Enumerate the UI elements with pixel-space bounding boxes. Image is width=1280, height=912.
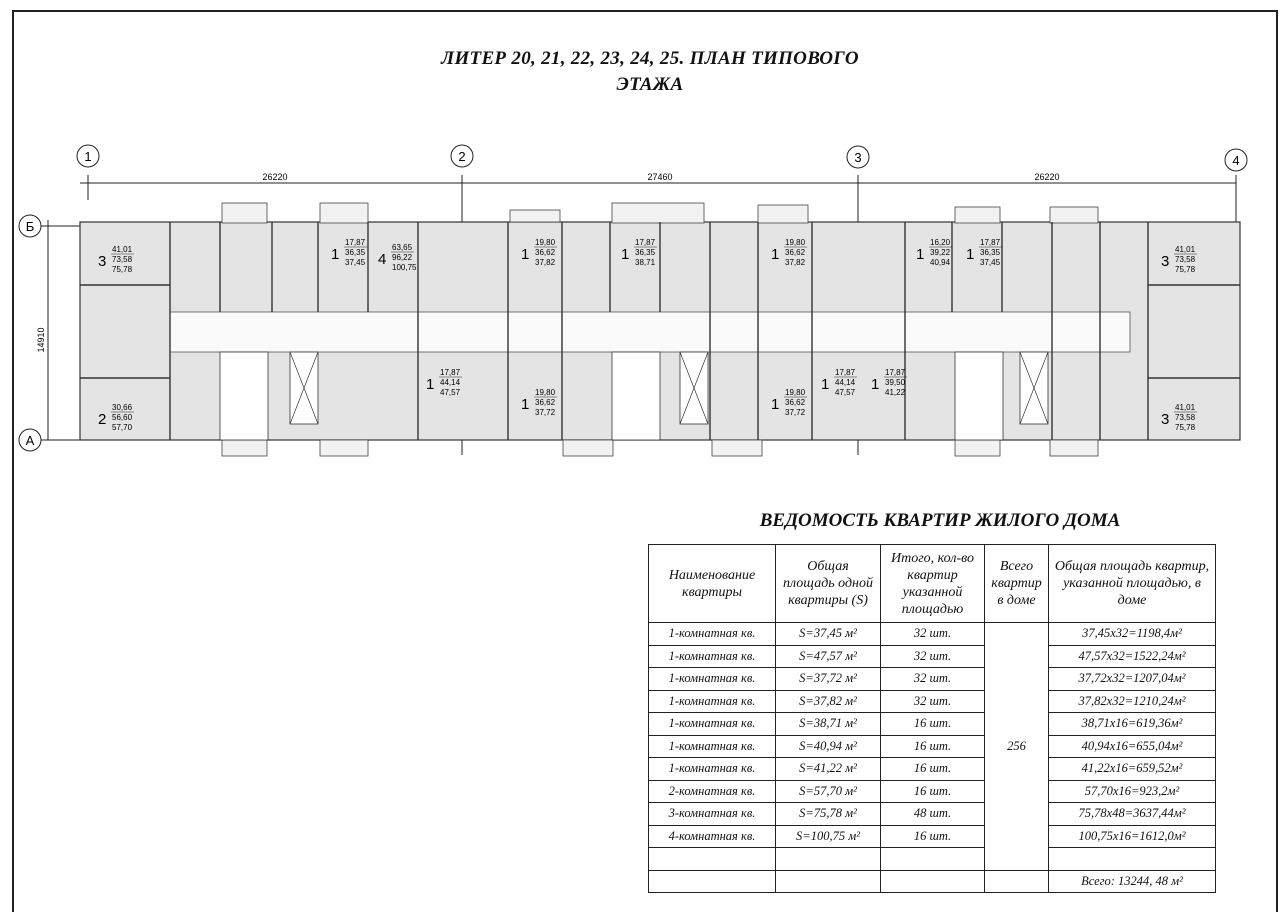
- axis-label: 1: [84, 149, 92, 164]
- apartment-full-area: 57,70: [112, 423, 133, 432]
- table-row: [649, 780, 1216, 803]
- depth-dimension: 14910: [36, 327, 46, 353]
- grand-total-row: [649, 870, 1216, 893]
- area-cell: S=57,70 м²: [776, 780, 881, 803]
- sum-cell: 57,70х16=923,2м²: [1049, 780, 1216, 803]
- apartment-rooms: 4: [378, 251, 387, 268]
- sum-cell: 47,57х32=1522,24м²: [1049, 645, 1216, 668]
- table-row: [649, 825, 1216, 848]
- blank-row: [649, 848, 1216, 871]
- apartment-type-cell: 1-комнатная кв.: [649, 735, 776, 758]
- apartment-total-area: 36,62: [785, 248, 806, 257]
- apartment-rooms: 3: [1161, 253, 1170, 270]
- blank-cell: [1049, 848, 1216, 871]
- apartment-rooms: 1: [821, 376, 830, 393]
- apartment-total-area: 73,58: [1175, 413, 1196, 422]
- apartment-living-area: 19,80: [785, 388, 806, 397]
- stair-core: [612, 352, 660, 440]
- apartment-living-area: 17,87: [885, 368, 906, 377]
- apartment-living-area: 19,80: [535, 388, 556, 397]
- apartment-total-area: 73,58: [112, 255, 133, 264]
- blank-cell: [649, 848, 776, 871]
- apartment-total-area: 44,14: [440, 378, 461, 387]
- apartment-type-cell: 1-комнатная кв.: [649, 758, 776, 781]
- sum-cell: 37,72х32=1207,04м²: [1049, 668, 1216, 691]
- blank-cell: [776, 870, 881, 893]
- area-cell: S=38,71 м²: [776, 713, 881, 736]
- header-count: Итого, кол-во квартир указанной площадью: [881, 545, 985, 623]
- sum-cell: 37,82х32=1210,24м²: [1049, 690, 1216, 713]
- apartment-full-area: 47,57: [835, 388, 856, 397]
- apartment-living-area: 17,87: [440, 368, 461, 377]
- axis-label: 3: [854, 150, 862, 165]
- header-total: Всего квартир в доме: [985, 545, 1049, 623]
- stair-core: [220, 352, 268, 440]
- apartment-rooms: 1: [871, 376, 880, 393]
- apartment-living-area: 17,87: [345, 238, 366, 247]
- apartment-rooms: 1: [771, 246, 780, 263]
- apartment-total-area: 36,62: [535, 248, 556, 257]
- apartment-total-area: 56,60: [112, 413, 133, 422]
- table-row: [649, 668, 1216, 691]
- apartment-type-cell: 3-комнатная кв.: [649, 803, 776, 826]
- apartment-total-area: 36,35: [980, 248, 1001, 257]
- apartment-living-area: 16,20: [930, 238, 951, 247]
- apartment-full-area: 37,82: [535, 258, 556, 267]
- table-row: [649, 713, 1216, 736]
- dimension-label: 26220: [262, 172, 288, 182]
- blank-cell: [881, 870, 985, 893]
- area-cell: S=37,45 м²: [776, 623, 881, 646]
- apartment-living-area: 41,01: [1175, 403, 1196, 412]
- area-cell: S=37,72 м²: [776, 668, 881, 691]
- apartment-full-area: 75,78: [112, 265, 133, 274]
- area-cell: S=100,75 м²: [776, 825, 881, 848]
- table-row: [649, 623, 1216, 646]
- axis-label: 4: [1232, 153, 1240, 168]
- apartment-living-area: 41,01: [112, 245, 133, 254]
- row-label: А: [25, 433, 35, 448]
- table-row: [649, 645, 1216, 668]
- apartment-living-area: 19,80: [535, 238, 556, 247]
- apartment-full-area: 100,75: [392, 263, 417, 272]
- apartment-type-cell: 1-комнатная кв.: [649, 668, 776, 691]
- apartment-full-area: 38,71: [635, 258, 656, 267]
- count-cell: 16 шт.: [881, 780, 985, 803]
- sum-cell: 38,71х16=619,36м²: [1049, 713, 1216, 736]
- drawing-title-line2: ЭТАЖА: [616, 74, 684, 95]
- apartment-living-area: 17,87: [835, 368, 856, 377]
- apartment-full-area: 37,72: [785, 408, 806, 417]
- schedule-title: ВЕДОМОСТЬ КВАРТИР ЖИЛОГО ДОМА: [759, 510, 1121, 531]
- table-row: [649, 803, 1216, 826]
- apartment-rooms: 1: [621, 246, 630, 263]
- sum-cell: 41,22х16=659,52м²: [1049, 758, 1216, 781]
- sum-cell: 40,94х16=655,04м²: [1049, 735, 1216, 758]
- header-sum: Общая площадь квартир, указанной площадью, в доме: [1049, 545, 1216, 623]
- count-cell: 32 шт.: [881, 623, 985, 646]
- apartment-full-area: 47,57: [440, 388, 461, 397]
- apartment-living-area: 30,66: [112, 403, 133, 412]
- apartment-total-area: 73,58: [1175, 255, 1196, 264]
- area-cell: S=75,78 м²: [776, 803, 881, 826]
- table-row: [649, 735, 1216, 758]
- apartment-type-cell: 2-комнатная кв.: [649, 780, 776, 803]
- count-cell: 32 шт.: [881, 690, 985, 713]
- apartment-total-area: 36,35: [345, 248, 366, 257]
- apartment-living-area: 17,87: [635, 238, 656, 247]
- drawing-title: ЛИТЕР 20, 21, 22, 23, 24, 25. ПЛАН ТИПОВОГО: [441, 48, 859, 69]
- apartment-full-area: 37,45: [980, 258, 1001, 267]
- apartment-living-area: 41,01: [1175, 245, 1196, 254]
- count-cell: 16 шт.: [881, 758, 985, 781]
- apartment-total-area: 39,50: [885, 378, 906, 387]
- apartment-type-cell: 1-комнатная кв.: [649, 645, 776, 668]
- apartment-full-area: 37,82: [785, 258, 806, 267]
- blank-cell: [649, 870, 776, 893]
- dimension-label: 26220: [1034, 172, 1060, 182]
- apartment-type-cell: 1-комнатная кв.: [649, 713, 776, 736]
- apartment-full-area: 41,22: [885, 388, 906, 397]
- apartment-rooms: 1: [521, 246, 530, 263]
- header-name: Наименование квартиры: [649, 545, 776, 623]
- header-area: Общая площадь одной квартиры (S): [776, 545, 881, 623]
- count-cell: 16 шт.: [881, 713, 985, 736]
- area-cell: S=37,82 м²: [776, 690, 881, 713]
- apartment-rooms: 1: [521, 396, 530, 413]
- area-cell: S=41,22 м²: [776, 758, 881, 781]
- apartment-total-area: 36,62: [785, 398, 806, 407]
- dimension-label: 27460: [647, 172, 673, 182]
- count-cell: 16 шт.: [881, 735, 985, 758]
- apartment-living-area: 17,87: [980, 238, 1001, 247]
- apartment-rooms: 1: [771, 396, 780, 413]
- apartment-schedule-table: [648, 544, 1216, 893]
- blank-cell: [776, 848, 881, 871]
- apartment-total-area: 44,14: [835, 378, 856, 387]
- area-cell: S=40,94 м²: [776, 735, 881, 758]
- apartment-full-area: 40,94: [930, 258, 951, 267]
- apartment-total-area: 39,22: [930, 248, 951, 257]
- apartment-total-area: 96,22: [392, 253, 413, 262]
- apartment-rooms: 1: [426, 376, 435, 393]
- table-row: [649, 758, 1216, 781]
- sum-cell: 100,75х16=1612,0м²: [1049, 825, 1216, 848]
- apartment-rooms: 1: [966, 246, 975, 263]
- apartment-rooms: 2: [98, 411, 107, 428]
- count-cell: 32 шт.: [881, 645, 985, 668]
- count-cell: 16 шт.: [881, 825, 985, 848]
- apartment-living-area: 19,80: [785, 238, 806, 247]
- apartment-full-area: 75,78: [1175, 423, 1196, 432]
- table-row: [649, 690, 1216, 713]
- count-cell: 32 шт.: [881, 668, 985, 691]
- sum-cell: 37,45х32=1198,4м²: [1049, 623, 1216, 646]
- apartment-rooms: 3: [1161, 411, 1170, 428]
- apartment-total-area: 36,35: [635, 248, 656, 257]
- blank-cell: [985, 870, 1049, 893]
- apartment-total-area: 36,62: [535, 398, 556, 407]
- apartment-type-cell: 1-комнатная кв.: [649, 623, 776, 646]
- count-cell: 48 шт.: [881, 803, 985, 826]
- apartment-rooms: 1: [916, 246, 925, 263]
- apartment-living-area: 63,65: [392, 243, 413, 252]
- total-apartments-cell: 256: [985, 623, 1049, 871]
- apartment-type-cell: 1-комнатная кв.: [649, 690, 776, 713]
- apartment-rooms: 3: [98, 253, 107, 270]
- sum-cell: 75,78х48=3637,44м²: [1049, 803, 1216, 826]
- apartment-rooms: 1: [331, 246, 340, 263]
- blank-cell: [881, 848, 985, 871]
- apartment-full-area: 37,45: [345, 258, 366, 267]
- axis-label: 2: [458, 149, 466, 164]
- stair-core: [955, 352, 1003, 440]
- row-label: Б: [25, 219, 35, 234]
- apartment-type-cell: 4-комнатная кв.: [649, 825, 776, 848]
- grand-total-cell: Всего: 13244, 48 м²: [1049, 870, 1216, 893]
- apartment-full-area: 37,72: [535, 408, 556, 417]
- area-cell: S=47,57 м²: [776, 645, 881, 668]
- corridor: [170, 312, 1130, 352]
- apartment-full-area: 75,78: [1175, 265, 1196, 274]
